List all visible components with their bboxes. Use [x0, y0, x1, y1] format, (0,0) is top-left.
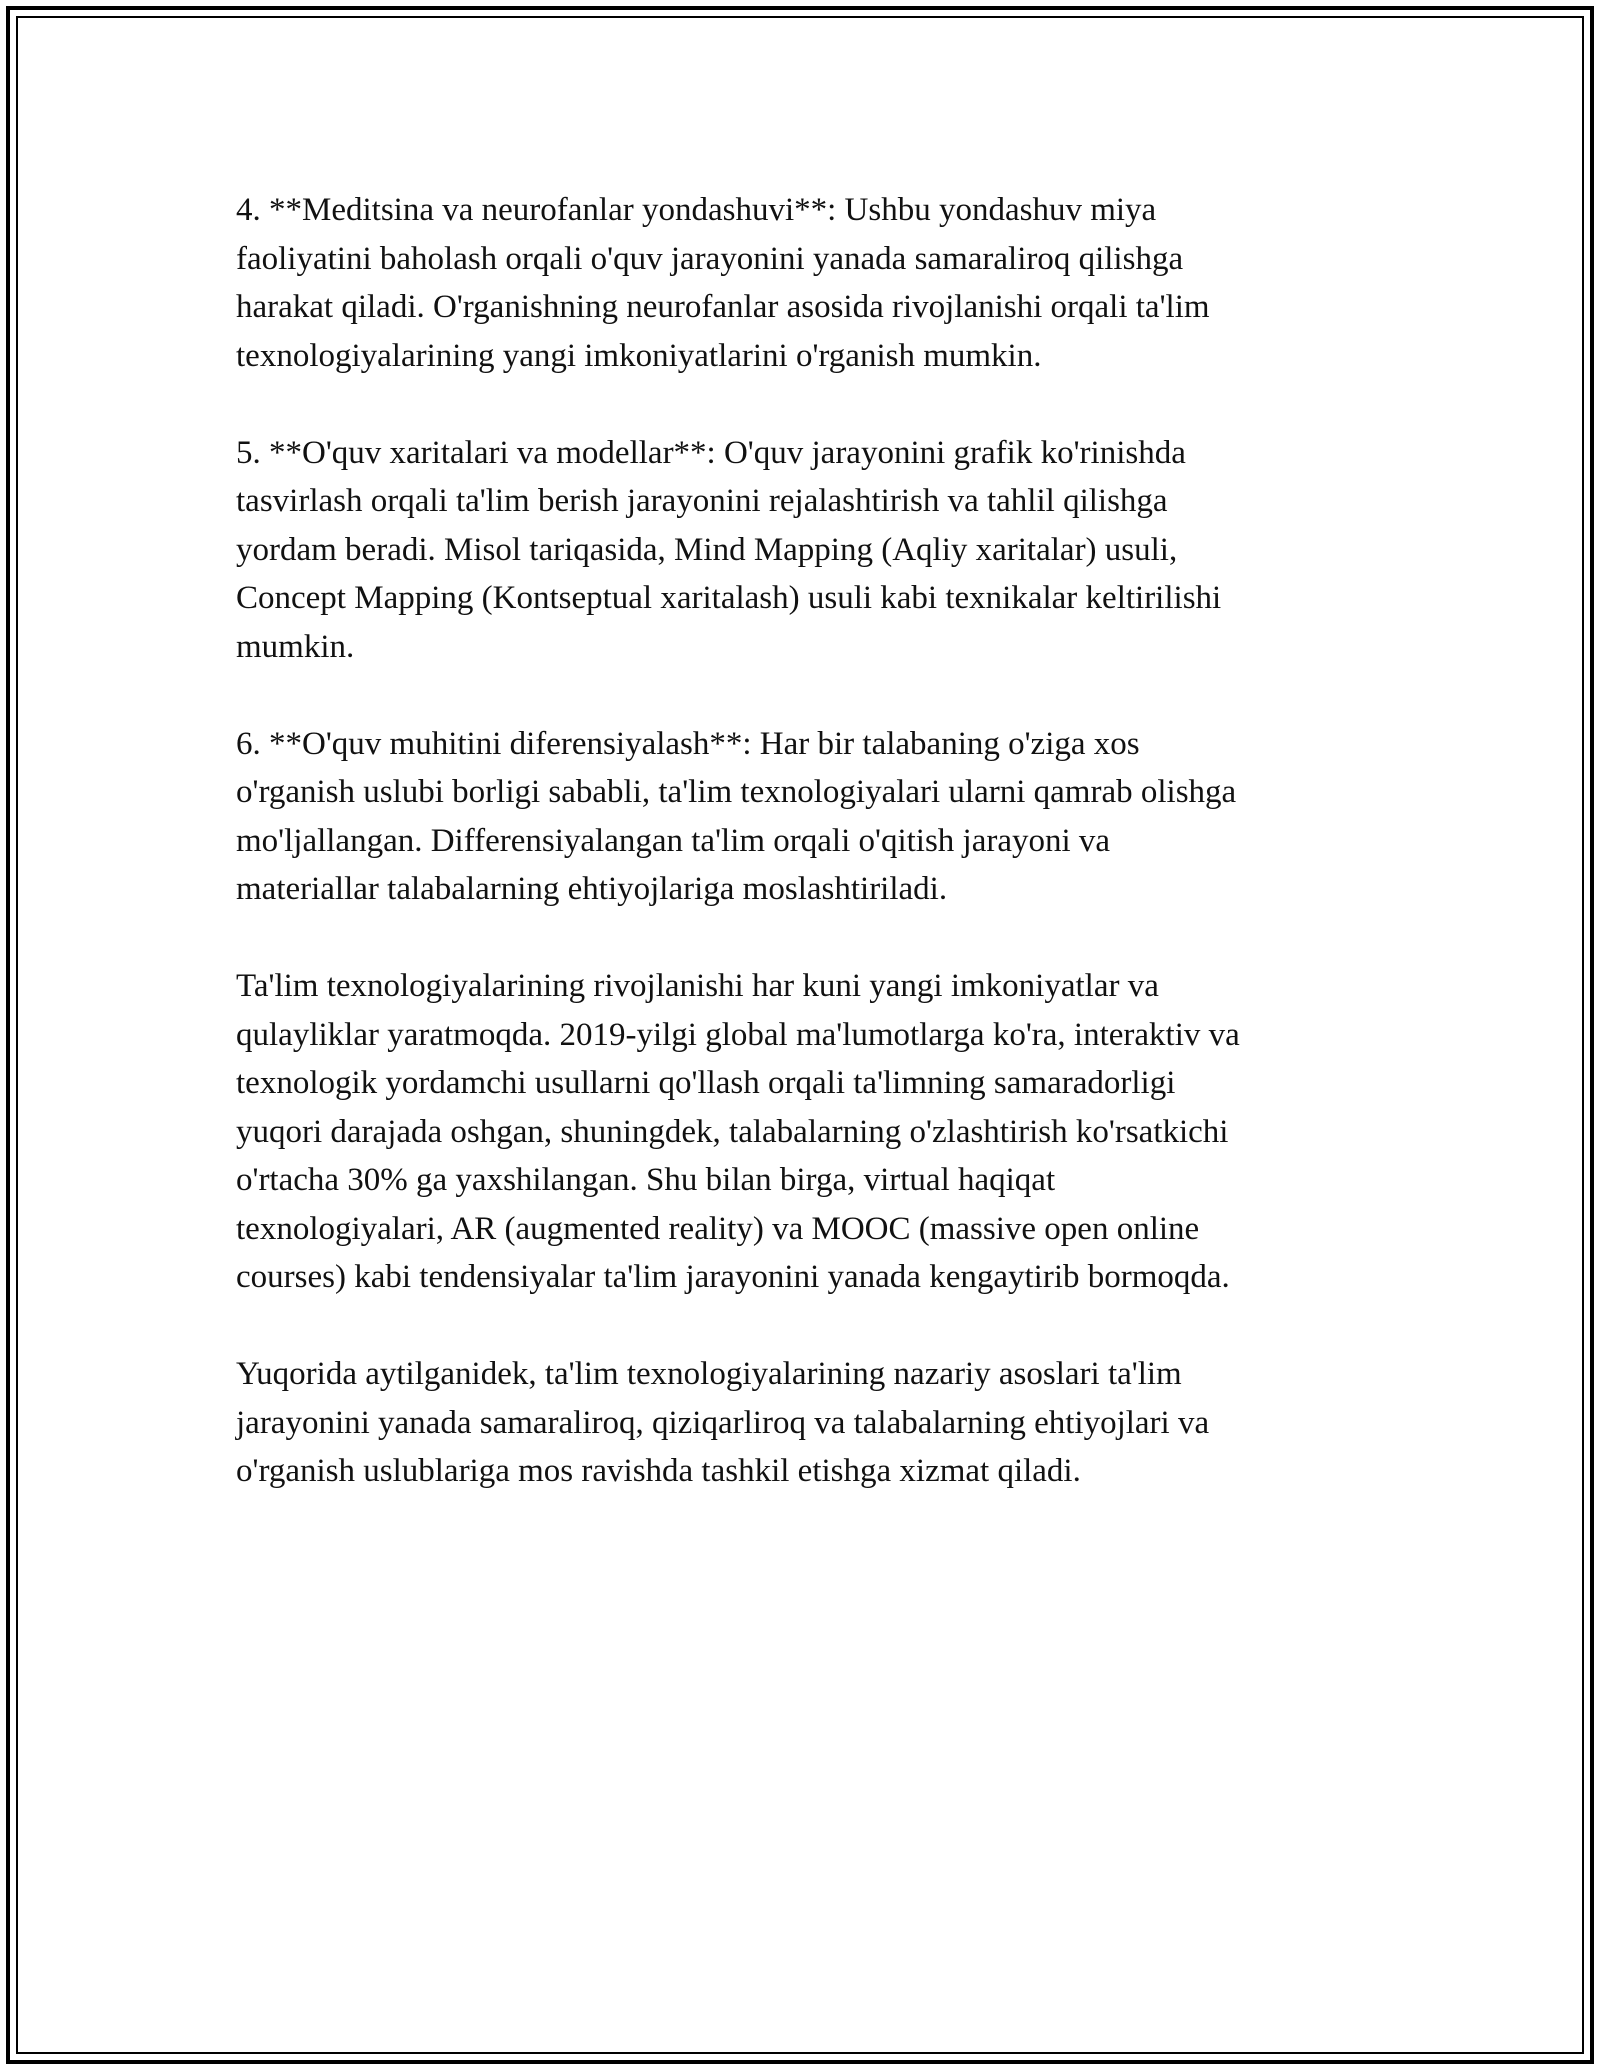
paragraph-differentiation: 6. **O'quv muhitini diferensiyalash**: Har bir talabaning o'ziga xos o'rganish uslubi borligi sababli, ta'lim texnologiyalari ularni qamrab olishga mo'ljallangan. Differensiyalangan ta'lim orqali o'qitish jarayoni va materiallar talabalarning ehtiyojlariga moslashtiriladi.	[236, 725, 1237, 907]
paragraph-conclusion: Yuqorida aytilganidek, ta'lim texnologiyalarining nazariy asoslari ta'lim jarayonini yanada samaraliroq, qiziqarliroq va talabalarning ehtiyojlari va o'rganish uslublariga mos ravishda tashkil etishga xizmat qiladi.	[236, 1356, 1210, 1489]
paragraph-neuroscience-approach: 4. **Meditsina va neurofanlar yondashuvi**: Ushbu yondashuv miya faoliyatini baholash orqali o'quv jarayonini yanada samaraliroq qilishga harakat qiladi. O'rganishning neurofanlar asosida rivojlanishi orqali ta'lim texnologiyalarining yangi imkoniyatlarini o'rganish mumkin.	[236, 192, 1210, 374]
paragraph-learning-maps-models: 5. **O'quv xaritalari va modellar**: O'quv jarayonini grafik ko'rinishda tasvirlash orqali ta'lim berish jarayonini rejalashtirish va tahlil qilishga yordam beradi. Misol tariqasida, Mind Mapping (Aqliy xaritalar) usuli, Concept Mapping (Kontseptual xaritalash) usuli kabi texnikalar keltirilishi mumkin.	[236, 434, 1222, 665]
document-body	[236, 186, 1366, 1496]
paragraph-technology-development: Ta'lim texnologiyalarining rivojlanishi har kuni yangi imkoniyatlar va qulayliklar yaratmoqda. 2019-yilgi global ma'lumotlarga ko'ra, interaktiv va texnologik yordamchi usullarni qo'llash orqali ta'limning samaradorligi yuqori darajada oshgan, shuningdek, talabalarning o'zlashtirish ko'rsatkichi o'rtacha 30% ga yaxshilangan. Shu bilan birga, virtual haqiqat texnologiyalari, AR (augmented reality) va MOOC (massive open online courses) kabi tendensiyalar ta'lim jarayonini yanada kengaytirib bormoqda.	[236, 968, 1240, 1295]
